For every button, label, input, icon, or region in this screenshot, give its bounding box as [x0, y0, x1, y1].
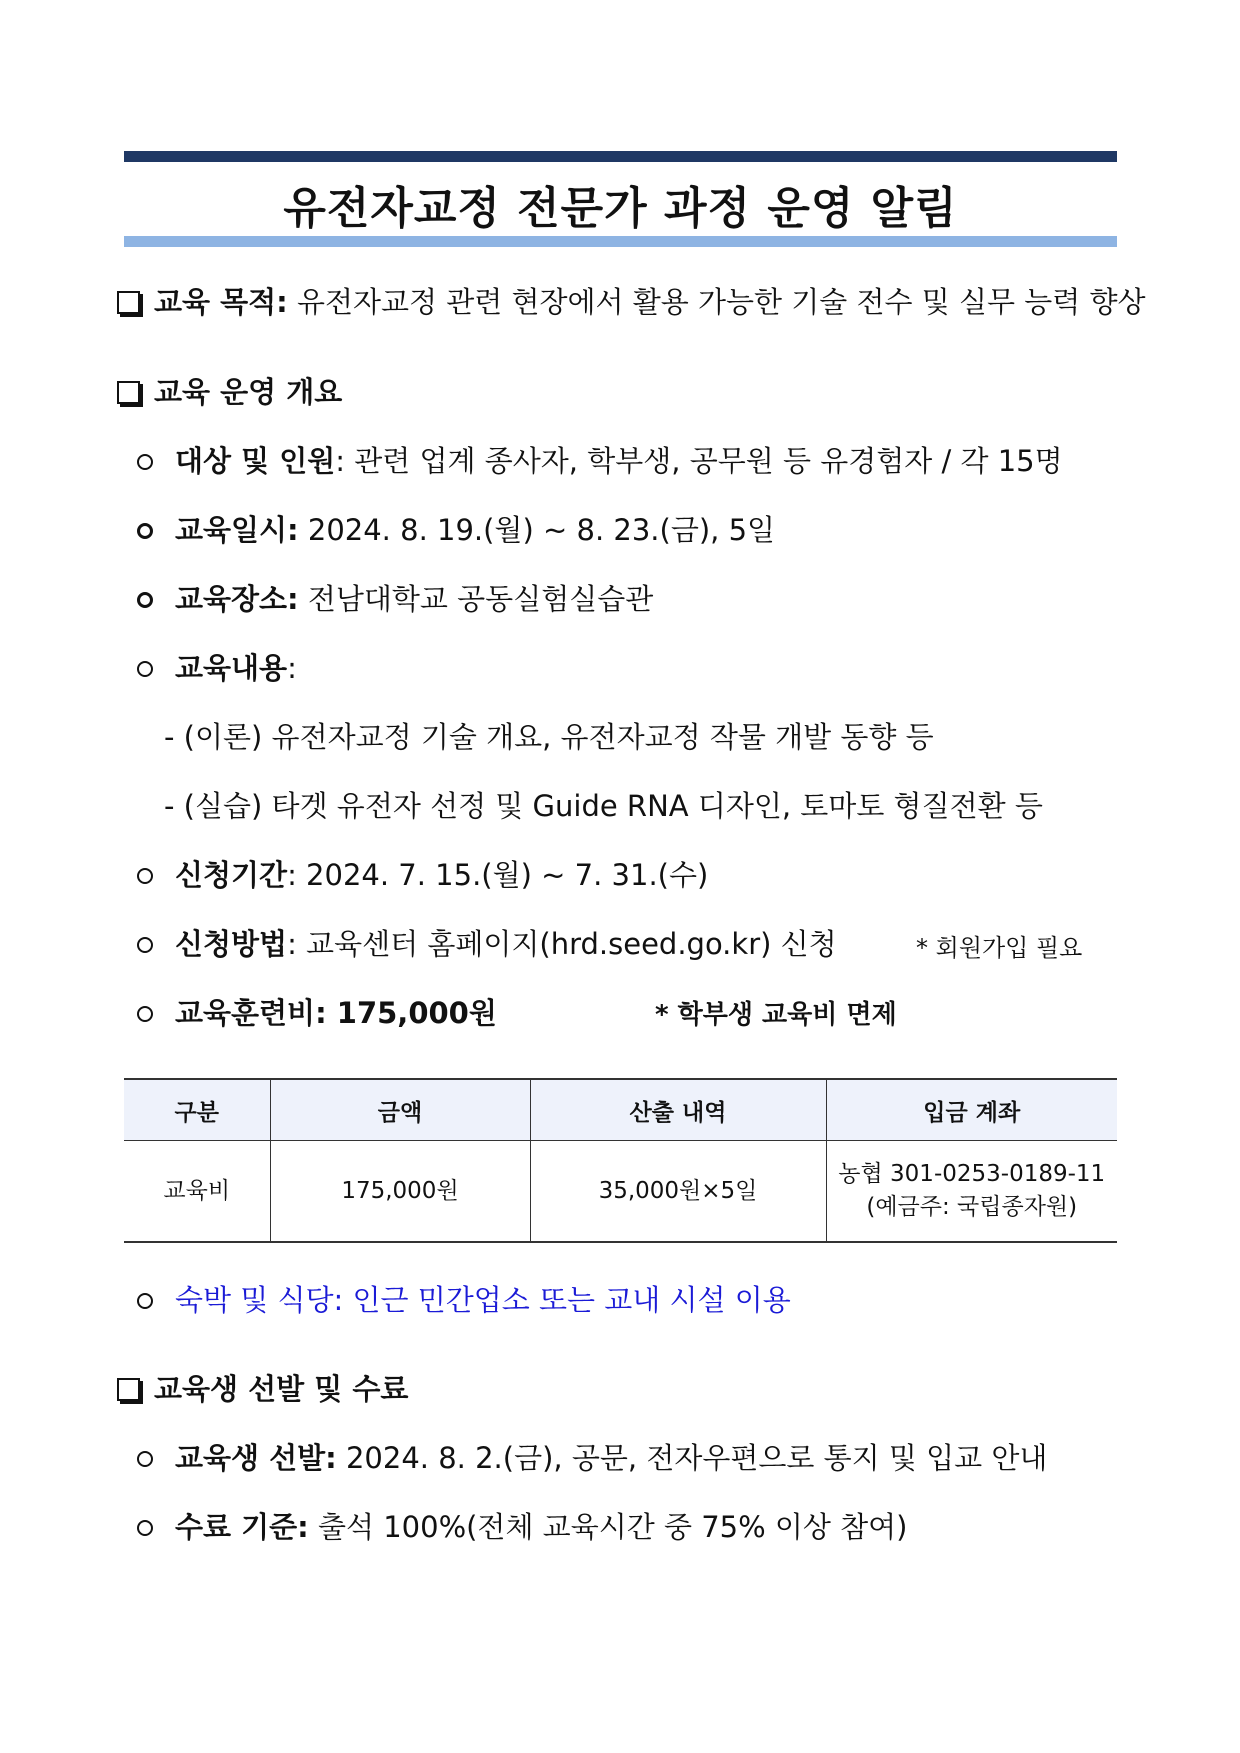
square-bullet-icon	[117, 291, 140, 314]
apply-method-line	[137, 924, 837, 964]
page-title: 유전자교정 전문가 과정 운영 알림	[283, 183, 958, 234]
apply-method-label: 신청방법	[175, 927, 288, 961]
title-top-rule	[124, 151, 1117, 162]
lodging-line	[137, 1280, 791, 1320]
table-header-account: 입금 계좌	[826, 1079, 1117, 1141]
account-number: 농협 301-0253-0189-11	[838, 1161, 1106, 1187]
fee-table	[124, 1078, 1117, 1243]
content-label: 교육내용	[175, 651, 288, 685]
circle-bullet-icon	[137, 523, 153, 539]
lodging-text: 숙박 및 식당: 인근 민간업소 또는 교내 시설 이용	[175, 1283, 791, 1317]
circle-bullet-icon	[137, 937, 153, 953]
place-line	[137, 579, 653, 619]
apply-period-line	[137, 855, 708, 895]
circle-bullet-icon	[137, 1451, 153, 1467]
content-item-practice: - (실습) 타겟 유전자 선정 및 Guide RNA 디자인, 토마토 형질전환 등	[164, 789, 1043, 823]
overview-heading: 교육 운영 개요	[117, 372, 342, 412]
dates-text: 2024. 8. 19.(월) ~ 8. 23.(금), 5일	[307, 513, 776, 547]
apply-period-label: 신청기간	[175, 858, 288, 892]
account-holder: (예금주: 국립종자원)	[866, 1194, 1078, 1220]
circle-bullet-icon	[137, 592, 153, 608]
complete-line	[137, 1507, 907, 1547]
complete-text: 출석 100%(전체 교육시간 중 75% 이상 참여)	[317, 1510, 908, 1544]
table-cell-account	[826, 1141, 1117, 1243]
table-row	[124, 1141, 1117, 1243]
content-item-theory: - (이론) 유전자교정 기술 개요, 유전자교정 작물 개발 동향 등	[164, 720, 934, 754]
circle-bullet-icon	[137, 1520, 153, 1536]
dates-label: 교육일시:	[175, 513, 299, 547]
circle-bullet-icon	[137, 661, 153, 677]
select-text: 2024. 8. 2.(금), 공문, 전자우편으로 통지 및 입교 안내	[345, 1441, 1048, 1475]
title-bottom-rule	[124, 236, 1117, 247]
circle-bullet-icon	[137, 868, 153, 884]
target-label: 대상 및 인원	[175, 444, 336, 478]
fee-table-header-row	[124, 1079, 1117, 1141]
target-text: : 관련 업계 종사자, 학부생, 공무원 등 유경험자 / 각 15명	[335, 444, 1063, 478]
target-line	[137, 441, 1063, 481]
fee-line	[137, 993, 497, 1033]
table-cell-breakdown: 35,000원×5일	[530, 1141, 826, 1243]
circle-bullet-icon	[137, 1293, 153, 1309]
circle-bullet-icon	[137, 454, 153, 470]
select-label: 교육생 선발:	[175, 1441, 337, 1475]
purpose-line	[117, 282, 1146, 322]
table-header-amount: 금액	[270, 1079, 530, 1141]
place-label: 교육장소:	[175, 582, 299, 616]
apply-period-text: : 2024. 7. 15.(월) ~ 7. 31.(수)	[287, 858, 709, 892]
table-header-category: 구분	[124, 1079, 270, 1141]
selection-heading: 교육생 선발 및 수료	[117, 1369, 408, 1409]
square-bullet-icon	[117, 1378, 140, 1401]
purpose-label: 교육 목적:	[154, 285, 288, 319]
table-cell-category: 교육비	[124, 1141, 270, 1243]
complete-label: 수료 기준:	[175, 1510, 309, 1544]
place-text: 전남대학교 공동실험실습관	[307, 582, 654, 616]
apply-method-note: * 회원가입 필요	[916, 934, 1083, 962]
dates-line	[137, 510, 775, 550]
apply-method-text: : 교육센터 홈페이지(hrd.seed.go.kr) 신청	[287, 927, 837, 961]
square-bullet-icon	[117, 381, 140, 404]
select-line	[137, 1438, 1047, 1478]
content-line: 교육내용:	[137, 648, 297, 688]
fee-note: * 학부생 교육비 면제	[655, 1000, 897, 1030]
table-cell-amount: 175,000원	[270, 1141, 530, 1243]
fee-label: 교육훈련비: 175,000원	[175, 996, 497, 1030]
circle-bullet-icon	[137, 1006, 153, 1022]
purpose-text: 유전자교정 관련 현장에서 활용 가능한 기술 전수 및 실무 능력 향상	[296, 285, 1146, 319]
table-header-breakdown: 산출 내역	[530, 1079, 826, 1141]
